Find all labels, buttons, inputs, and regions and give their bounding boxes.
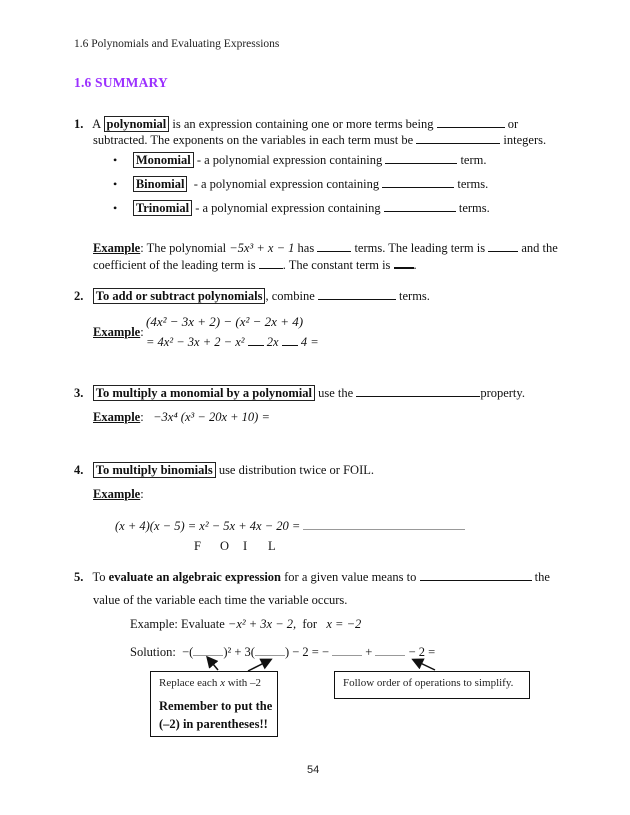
- fill-blank[interactable]: [488, 241, 518, 252]
- text: , combine: [265, 289, 315, 303]
- bullet-icon: •: [113, 177, 118, 191]
- page-number: 54: [307, 764, 320, 776]
- text: and the: [521, 241, 558, 255]
- fill-blank[interactable]: [303, 519, 465, 530]
- fill-blank[interactable]: [317, 241, 351, 252]
- item-2-example-label: Example:: [93, 325, 144, 339]
- text: Remember to put the: [159, 699, 273, 713]
- item-number: 5.: [74, 570, 84, 584]
- text: term.: [460, 153, 487, 167]
- item-4-line-1: [74, 462, 374, 478]
- text: or: [507, 117, 519, 131]
- fill-blank[interactable]: [255, 645, 285, 656]
- foil-i: I: [243, 539, 248, 553]
- text: terms.: [399, 289, 430, 303]
- section-title: 1.6 SUMMARY: [74, 75, 168, 90]
- math-expression: 2x: [266, 335, 279, 349]
- bullet-monomial: [113, 152, 487, 168]
- term-polynomial: polynomial: [104, 116, 170, 132]
- fill-blank[interactable]: [259, 258, 283, 269]
- math-expression: ) − 2 = −: [284, 645, 329, 659]
- math-expression: −3x⁴ (x³ − 20x + 10) =: [153, 410, 270, 424]
- text: terms.: [457, 177, 489, 191]
- item-5-line-2: value of the variable each time the variable occurs.: [93, 593, 348, 607]
- text: A: [92, 117, 101, 131]
- item-5-example: [130, 617, 361, 632]
- item-5-solution: [130, 645, 435, 660]
- math-expression: x = −2: [326, 617, 362, 631]
- term-multiply-monomial: To multiply a monomial by a polynomial: [93, 385, 315, 401]
- bullet-trinomial: [113, 200, 490, 216]
- text: with –2: [227, 677, 262, 689]
- callout-replace-x: [150, 671, 278, 737]
- term-monomial: Monomial: [133, 152, 194, 168]
- example-label: Example: [93, 487, 141, 501]
- text: - a polynomial expression containing: [195, 201, 381, 215]
- bullet-icon: •: [113, 153, 118, 167]
- text: for: [302, 617, 317, 631]
- item-2-math-line-1: (4x² − 3x + 2) − (x² − 2x + 4): [146, 314, 304, 329]
- callout-order-of-operations: [334, 671, 530, 699]
- bold-phrase: evaluate an algebraic expression: [108, 570, 281, 584]
- text: (–2) in parentheses!!: [159, 717, 268, 731]
- foil-o: O: [220, 539, 230, 553]
- text: Example: Evaluate: [130, 617, 225, 631]
- text: property.: [480, 386, 525, 400]
- term-binomial: Binomial: [133, 176, 188, 192]
- math-expression: −x² + 3x − 2,: [227, 617, 297, 631]
- text: : The polynomial: [140, 241, 227, 255]
- item-1-line-2: [93, 133, 546, 148]
- item-4-math: [115, 519, 465, 534]
- text: for a given value means to: [284, 570, 417, 584]
- text: the: [534, 570, 550, 584]
- fill-blank[interactable]: [416, 133, 500, 144]
- item-1-example-line-2: [93, 258, 417, 273]
- math-expression: 4 =: [300, 335, 319, 349]
- text: integers.: [503, 133, 547, 147]
- fill-blank[interactable]: [394, 258, 414, 269]
- term-add-subtract: To add or subtract polynomials: [93, 288, 266, 304]
- text: use the: [318, 386, 354, 400]
- item-number: 2.: [74, 289, 84, 303]
- fill-blank[interactable]: [282, 335, 298, 346]
- foil-f: F: [194, 539, 201, 553]
- item-1-example-line-1: [93, 241, 558, 256]
- item-5-line-1: [74, 570, 550, 585]
- example-label: Example: [93, 410, 141, 424]
- fill-blank[interactable]: [420, 570, 532, 581]
- example-label: Example: [93, 325, 141, 339]
- item-number: 3.: [74, 386, 84, 400]
- fill-blank[interactable]: [437, 117, 505, 128]
- text: . The constant term is: [282, 258, 391, 272]
- fill-blank[interactable]: [382, 177, 454, 188]
- text: .: [413, 258, 417, 272]
- bullet-binomial: [113, 176, 488, 192]
- text: terms.: [458, 201, 490, 215]
- term-multiply-binomials: To multiply binomials: [93, 462, 216, 478]
- callout-reminder: [159, 697, 273, 733]
- fill-blank[interactable]: [384, 201, 456, 212]
- callout-note: [159, 677, 269, 689]
- text: Solution:: [130, 645, 176, 659]
- text: use distribution twice or FOIL.: [218, 463, 375, 477]
- text: is an expression containing one or more terms being: [172, 117, 434, 131]
- math-expression: = 4x² − 3x + 2 − x²: [146, 335, 245, 349]
- item-2-line-1: [74, 288, 430, 304]
- text: - a polynomial expression containing: [196, 153, 383, 167]
- item-2-math-line-2: [146, 335, 319, 350]
- text: terms. The leading term is: [354, 241, 486, 255]
- fill-blank[interactable]: [356, 386, 480, 397]
- item-3-example: Example: −3x⁴ (x³ − 20x + 10) =: [93, 410, 270, 424]
- fill-blank[interactable]: [332, 645, 362, 656]
- fill-blank[interactable]: [375, 645, 405, 656]
- fill-blank[interactable]: [385, 153, 457, 164]
- fill-blank[interactable]: [318, 289, 396, 300]
- term-trinomial: Trinomial: [133, 200, 192, 216]
- text: subtracted. The exponents on the variables in each term must be: [93, 133, 414, 147]
- text: To: [92, 570, 106, 584]
- text: Replace each: [159, 677, 218, 689]
- math-expression: − 2 =: [408, 645, 436, 659]
- text: has: [297, 241, 315, 255]
- math-expression: )² + 3(: [223, 645, 255, 659]
- item-number: 1.: [74, 117, 84, 131]
- math-var: x: [220, 677, 225, 689]
- math-expression: −5x³ + x − 1: [229, 241, 295, 255]
- item-4-example-label: Example:: [93, 487, 144, 501]
- math-expression: −(: [182, 645, 194, 659]
- bullet-icon: •: [113, 201, 118, 215]
- text: - a polynomial expression containing: [193, 177, 380, 191]
- item-3-line-1: [74, 385, 525, 401]
- math-expression: +: [365, 645, 373, 659]
- running-header: 1.6 Polynomials and Evaluating Expressions: [74, 38, 280, 50]
- text: coefficient of the leading term is: [93, 258, 256, 272]
- callout-note: Follow order of operations to simplify.: [343, 677, 514, 689]
- fill-blank[interactable]: [248, 335, 264, 346]
- example-label: Example: [93, 241, 141, 255]
- item-number: 4.: [74, 463, 84, 477]
- foil-labels: [194, 539, 276, 554]
- item-1-line-1: [74, 116, 518, 132]
- math-expression: (x + 4)(x − 5) = x² − 5x + 4x − 20 =: [115, 519, 301, 533]
- foil-l: L: [268, 539, 276, 553]
- fill-blank[interactable]: [193, 645, 223, 656]
